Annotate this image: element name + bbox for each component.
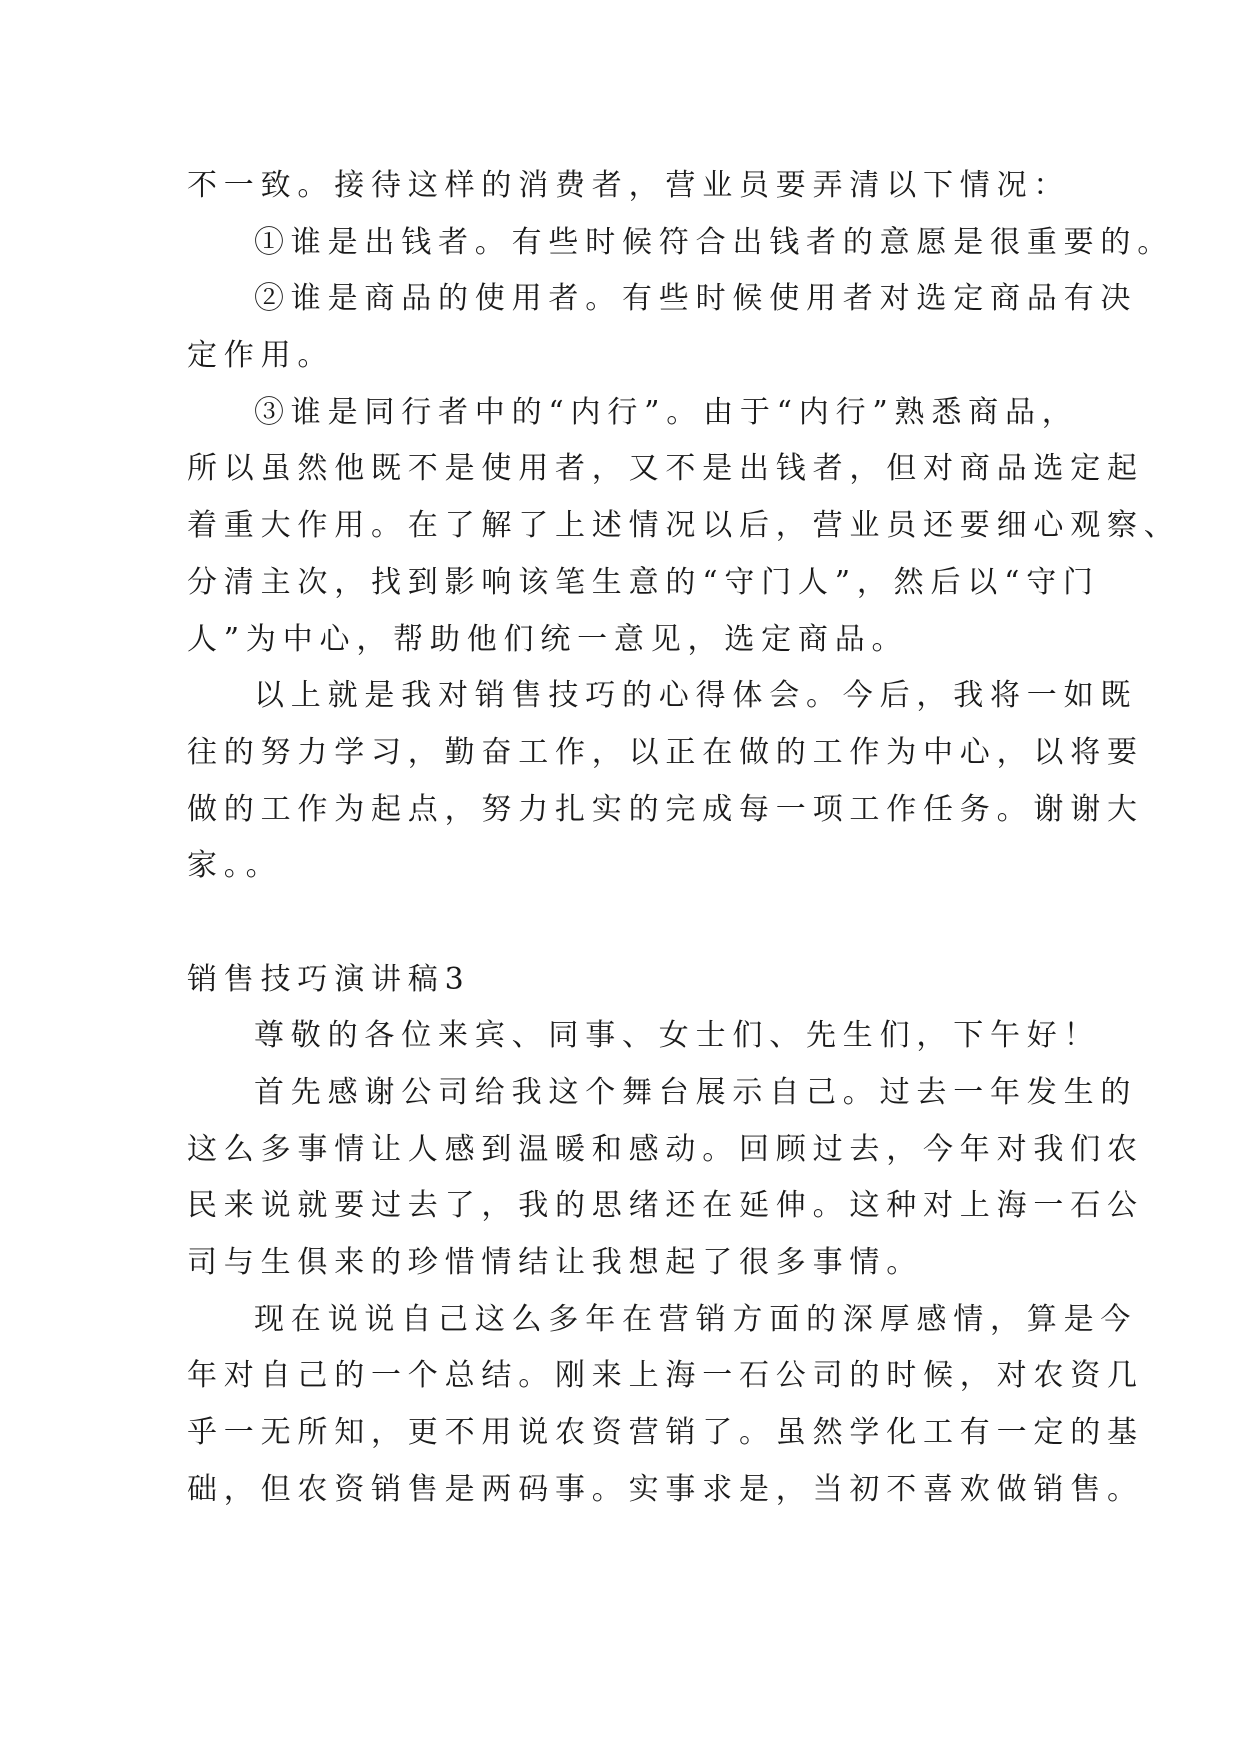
section-gap [187, 895, 1087, 952]
text-line: ②谁是商品的使用者。有些时候使用者对选定商品有决 [254, 281, 1138, 317]
text-line: 民来说就要过去了，我的思绪还在延伸。这种对上海一石公 [187, 1188, 1144, 1224]
text-line: 现在说说自己这么多年在营销方面的深厚感情，算是今 [254, 1301, 1138, 1337]
text-line: 家。。 [187, 848, 283, 884]
text-line: 尊敬的各位来宾、同事、女士们、先生们，下午好！ [254, 1018, 1101, 1054]
text-line: 乎一无所知，更不用说农资营销了。虽然学化工有一定的基 [187, 1415, 1144, 1451]
text-line: 所以虽然他既不是使用者，又不是出钱者，但对商品选定起 [187, 451, 1144, 487]
text-line: 分清主次，找到影响该笔生意的“守门人”，然后以“守门 [187, 564, 1100, 600]
text-line: 往的努力学习，勤奋工作，以正在做的工作为中心，以将要 [187, 734, 1144, 770]
text-line: 着重大作用。在了解了上述情况以后，营业员还要细心观察、 [187, 508, 1181, 544]
text-line: 以上就是我对销售技巧的心得体会。今后，我将一如既 [254, 678, 1138, 714]
text-line: 年对自己的一个总结。刚来上海一石公司的时候，对农资几 [187, 1358, 1144, 1394]
text-line: 做的工作为起点，努力扎实的完成每一项工作任务。谢谢大 [187, 791, 1144, 827]
section-title: 销售技巧演讲稿3 [187, 961, 471, 997]
text-line: 首先感谢公司给我这个舞台展示自己。过去一年发生的 [254, 1075, 1138, 1110]
text-line: 这么多事情让人感到温暖和感动。回顾过去，今年对我们农 [187, 1131, 1144, 1167]
text-line: 司与生俱来的珍惜情结让我想起了很多事情。 [187, 1245, 923, 1281]
text-line: 人”为中心，帮助他们统一意见，选定商品。 [187, 621, 909, 657]
text-line: 定作用。 [187, 338, 335, 374]
text-line: 不一致。接待这样的消费者，营业员要弄清以下情况： [187, 168, 1071, 203]
document-page [187, 158, 1181, 1519]
text-line: ①谁是出钱者。有些时候符合出钱者的意愿是很重要的。 [254, 224, 1174, 260]
text-line: 础，但农资销售是两码事。实事求是，当初不喜欢做销售。 [187, 1471, 1144, 1507]
text-line: ③谁是同行者中的“内行”。由于“内行”熟悉商品， [254, 394, 1079, 430]
